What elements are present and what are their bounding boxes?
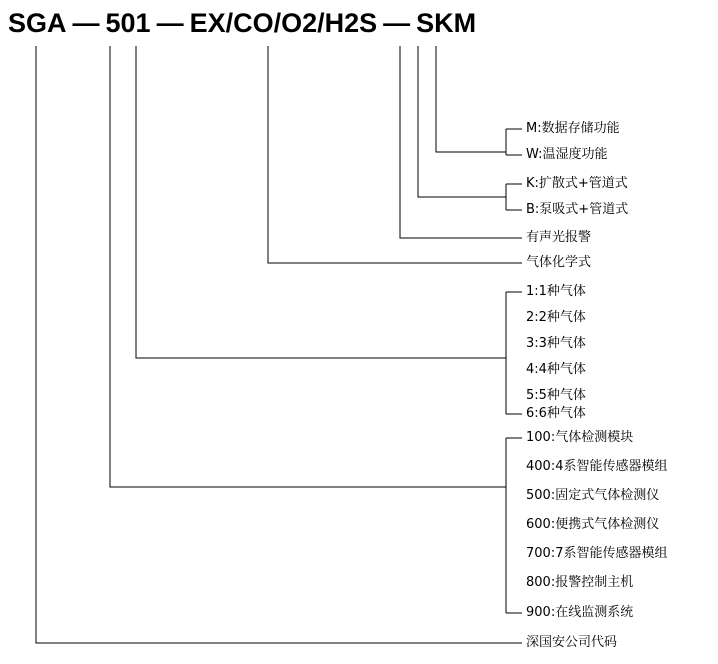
- label-gas-count-2: 2:2种气体: [526, 310, 586, 325]
- label-gas-count-1: 1:1种气体: [526, 284, 586, 299]
- label-storage-function: M:数据存储功能: [526, 121, 620, 136]
- code-segment-gases: EX/CO/O2/H2S: [189, 8, 378, 38]
- label-series-800: 800:报警控制主机: [526, 575, 634, 590]
- label-temp-humidity-function: W:温湿度功能: [526, 147, 608, 162]
- label-company-code: 深国安公司代码: [526, 635, 618, 650]
- label-gas-count-6: 6:6种气体: [526, 406, 586, 421]
- code-separator-3: —: [383, 8, 411, 38]
- label-series-400: 400:4系智能传感器模组: [526, 459, 668, 474]
- label-pump-pipe: B:泵吸式+管道式: [526, 202, 629, 217]
- label-diffusion-pipe: K:扩散式+管道式: [526, 176, 628, 191]
- code-separator-2: —: [156, 8, 184, 38]
- label-series-700: 700:7系智能传感器模组: [526, 546, 668, 561]
- label-gas-count-3: 3:3种气体: [526, 336, 586, 351]
- label-series-600: 600:便携式气体检测仪: [526, 517, 660, 532]
- code-separator-1: —: [72, 8, 100, 38]
- code-segment-sga: SGA: [8, 8, 67, 38]
- code-segment-sk: SK: [416, 8, 454, 38]
- label-series-500: 500:固定式气体检测仪: [526, 488, 660, 503]
- code-segment-m: M: [453, 8, 477, 38]
- label-series-100: 100:气体检测模块: [526, 430, 634, 445]
- label-gas-count-4: 4:4种气体: [526, 362, 586, 377]
- label-gas-count-5: 5:5种气体: [526, 388, 586, 403]
- label-gas-chemical-formula: 气体化学式: [526, 255, 592, 270]
- label-series-900: 900:在线监测系统: [526, 605, 634, 620]
- label-audible-visual-alarm: 有声光报警: [526, 230, 592, 245]
- code-segment-501: 501: [105, 8, 151, 38]
